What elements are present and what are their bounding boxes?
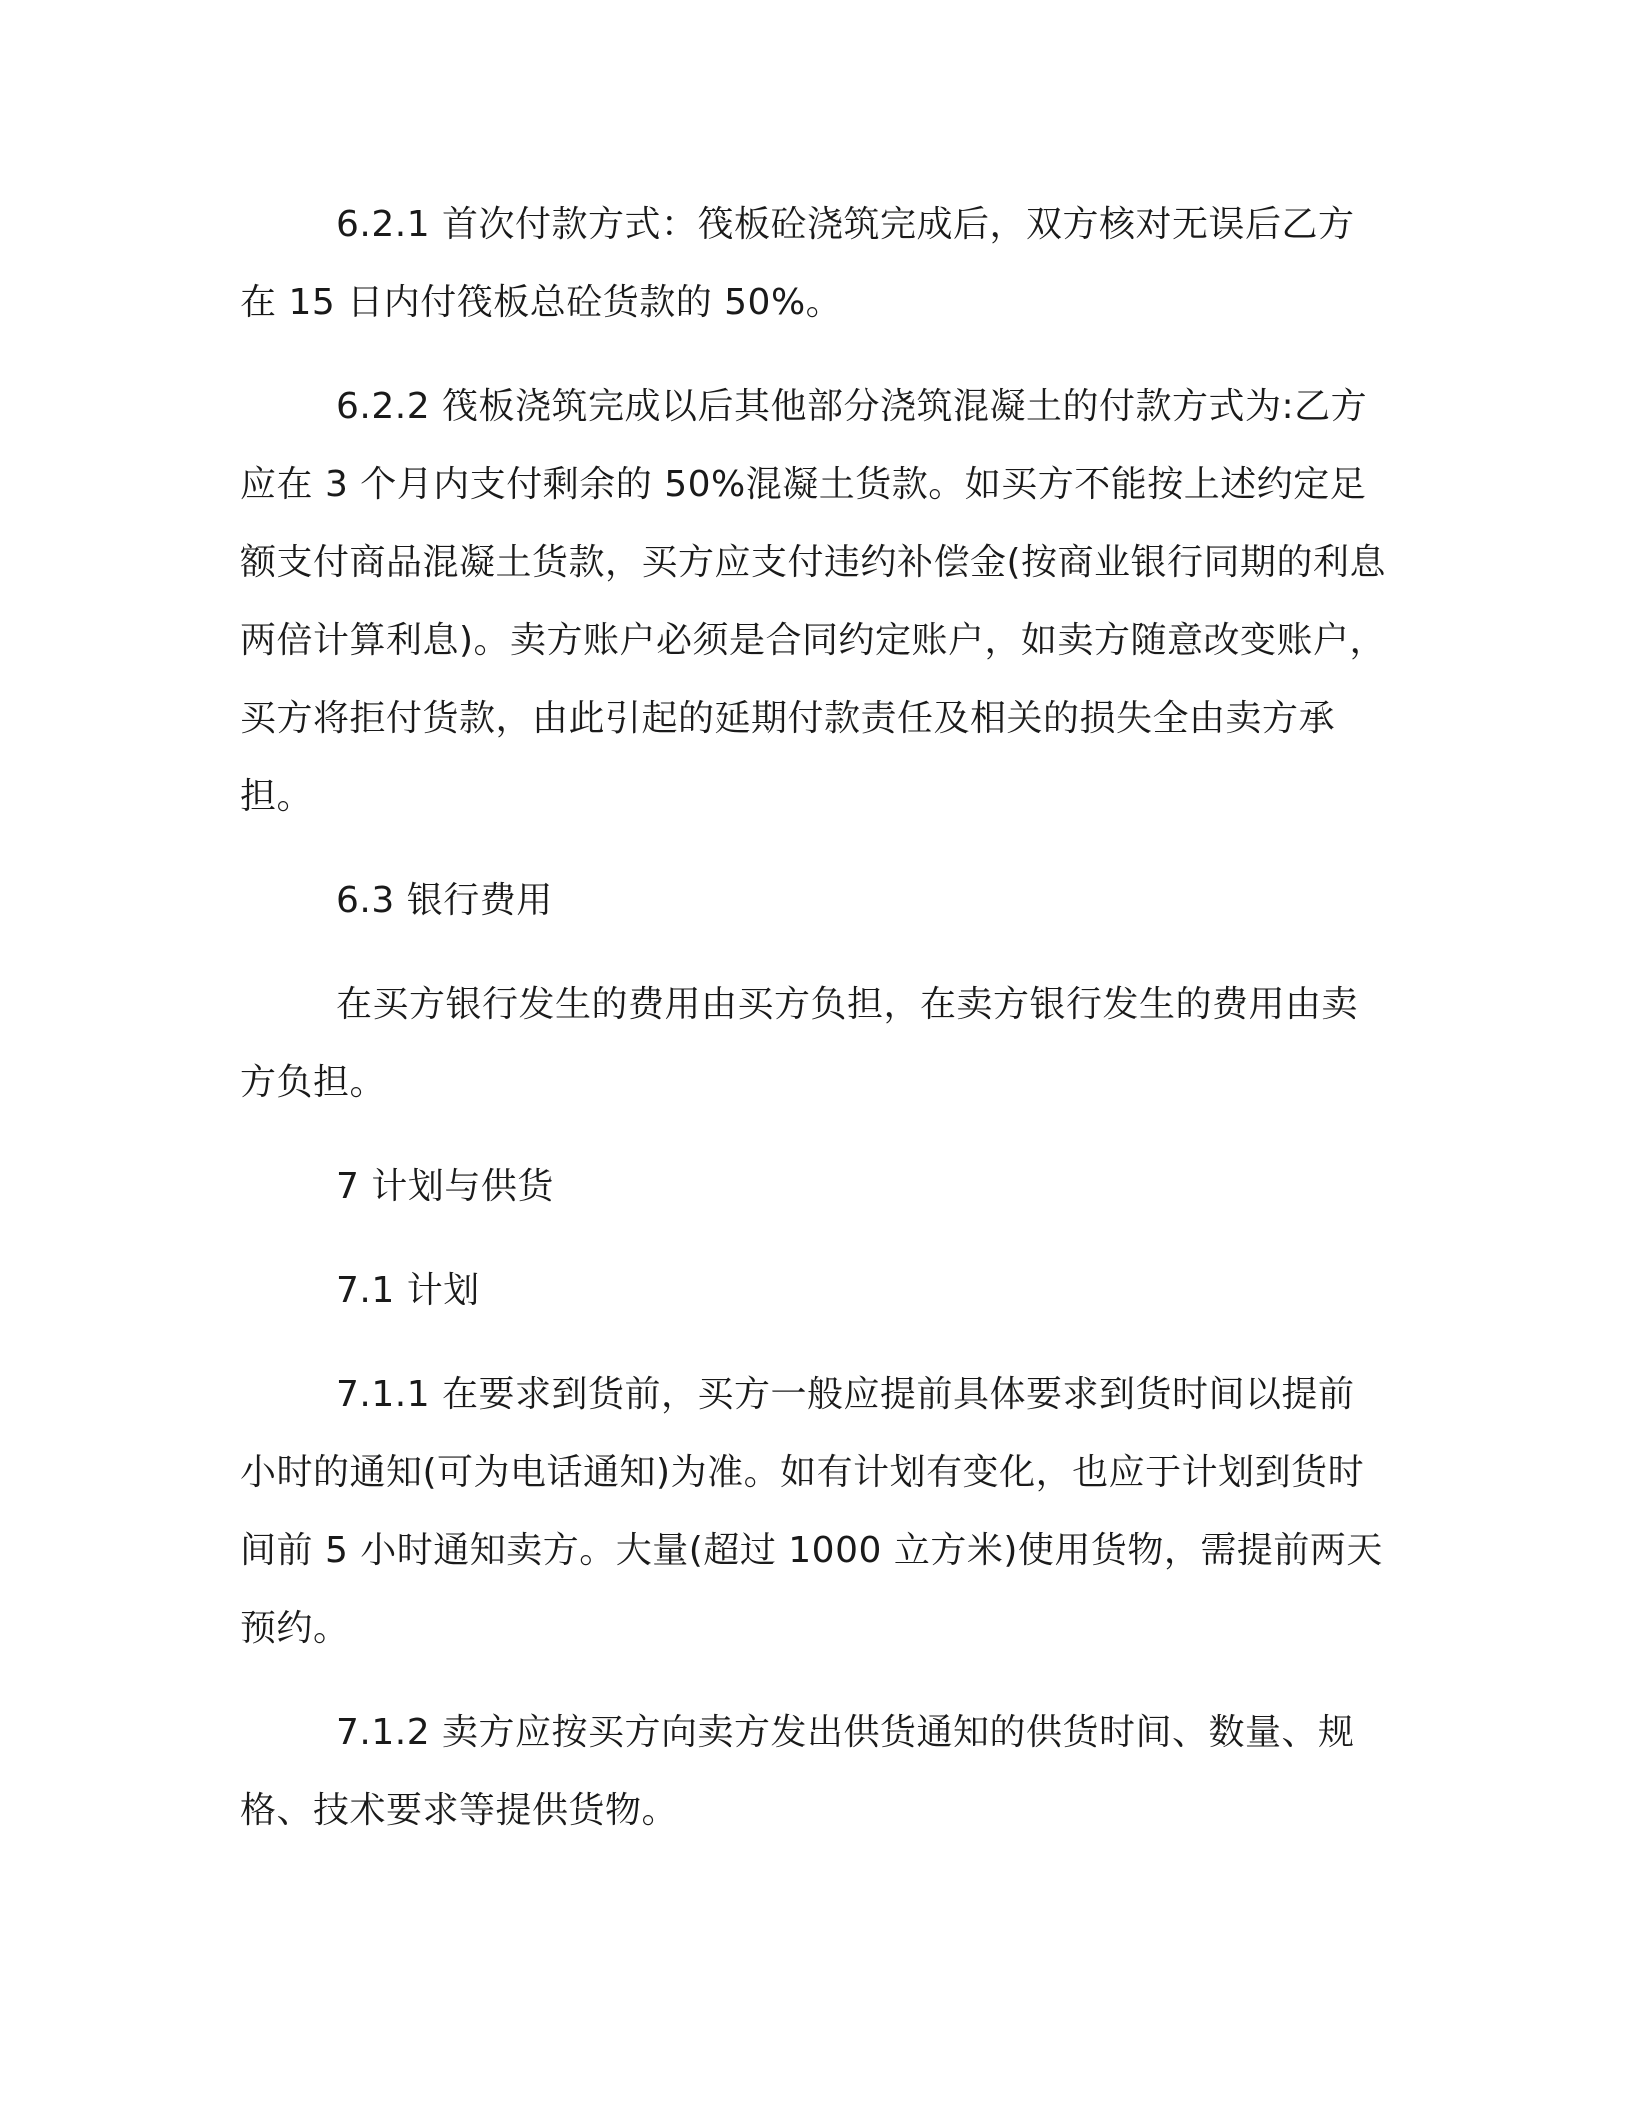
clause-6-3-text: 在买方银行发生的费用由买方负担，在卖方银行发生的费用由卖方负担。: [240, 984, 1359, 1103]
clause-6-2-1: 6.2.1 首次付款方式：筏板砼浇筑完成后，双方核对无误后乙方在 15 日内付筏板总砼货款的 50%。: [240, 204, 1355, 323]
heading-7-1: 7.1 计划: [336, 1270, 480, 1311]
heading-7: 7 计划与供货: [336, 1166, 554, 1207]
clause-7-1-1: 7.1.1 在要求到货前，买方一般应提前具体要求到货时间以提前小时的通知(可为电话通知)为准。如有计划有变化，也应于计划到货时间前 5 小时通知卖方。大量(超过 1000 立方米)使用货物，需提前两天预约。: [240, 1374, 1383, 1649]
heading-6-3: 6.3 银行费用: [336, 880, 553, 921]
document-body: [240, 186, 1390, 1850]
clause-6-2-2: 6.2.2 筏板浇筑完成以后其他部分浇筑混凝土的付款方式为:乙方应在 3 个月内支付剩余的 50%混凝土货款。如买方不能按上述约定足额支付商品混凝土货款，买方应支付违约补偿金(按商业银行同期的利息两倍计算利息)。卖方账户必须是合同约定账户，如卖方随意改变账户，买方将拒付货款，由此引起的延期付款责任及相关的损失全由卖方承担。: [240, 386, 1387, 817]
clause-7-1-2: 7.1.2 卖方应按买方向卖方发出供货通知的供货时间、数量、规格、技术要求等提供货物。: [240, 1712, 1355, 1831]
